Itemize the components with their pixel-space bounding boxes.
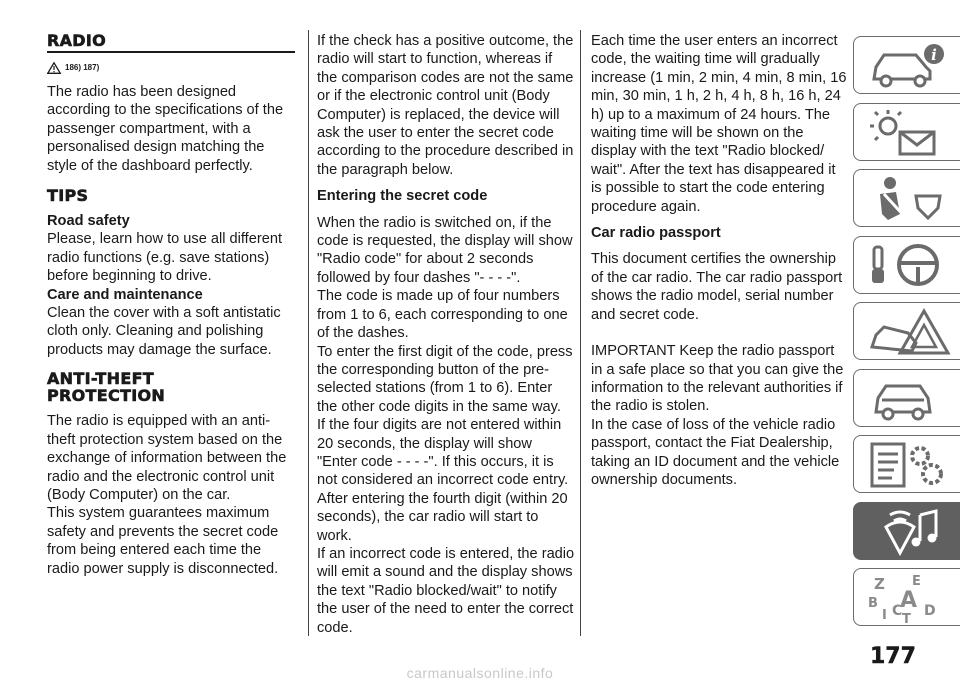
multimedia-icon	[866, 507, 954, 557]
index-letter-2: E	[912, 574, 921, 589]
index-letter-1: Z	[874, 575, 885, 593]
car-info-icon	[866, 41, 954, 91]
radio-intro: The radio has been designed according to the specifications of the passenger compartment, with a personalised design matching the style of the dashboard perfectly.	[47, 84, 284, 174]
svg-text:i: i	[931, 46, 937, 64]
column-2	[317, 32, 575, 637]
tab-technical-data[interactable]	[853, 435, 960, 493]
antitheft-paragraph-1: The radio is equipped with an anti-theft protection system based on the exchange of information between the radio and the electronic control unit (Body Computer) on the car.	[47, 413, 287, 503]
column-divider-1	[308, 30, 309, 636]
antitheft-paragraph-2: This system guarantees maximum safety and prevents the secret code from being entered each time the radio power supply is disconnected.	[47, 505, 279, 577]
index-letter-5: I	[882, 608, 887, 623]
passport-paragraph-1: This document certifies the ownership of the car radio. The car radio passport shows the radio model, serial number and secret code.	[591, 251, 843, 323]
title-underline	[47, 51, 295, 53]
passport-important-paragraph: IMPORTANT Keep the radio passport in a safe place so that you can give the information to the relevant authorities if the radio is stolen.	[591, 343, 844, 415]
section-title-tips: TIPS	[47, 186, 89, 206]
secret-code-paragraph-1: When the radio is switched on, if the code is requested, the display will show "Radio code" for about 2 seconds followed by four dashes "- - - -".	[317, 214, 573, 286]
column-divider-2	[580, 30, 581, 636]
technical-data-icon	[866, 440, 954, 490]
index-letter-8: D	[924, 603, 936, 619]
section-title-radio: RADIO	[47, 31, 107, 50]
index-icon	[866, 573, 954, 623]
care-heading: Care and maintenance	[47, 286, 203, 303]
secret-code-paragraph-6: If an incorrect code is entered, the radio will emit a sound and the display shows the text "Radio blocked/wait" to notify the user of the need to enter the correct code.	[317, 545, 575, 636]
index-letter-6: C	[892, 603, 903, 619]
heading-entering-secret-code: Entering the secret code	[317, 188, 488, 205]
tab-index[interactable]	[853, 568, 960, 626]
tab-starting-driving[interactable]	[853, 236, 960, 294]
tab-emergency[interactable]	[853, 302, 960, 360]
tab-safety[interactable]	[853, 169, 960, 227]
column-3	[591, 32, 847, 489]
antitheft-title-line-1: ANTI-THEFT	[47, 369, 155, 389]
warning-lights-icon	[866, 108, 954, 158]
secret-code-paragraph-3: To enter the first digit of the code, press the corresponding button of the pre-selected stations (from 1 to 6). Enter the other code digits in the same way.	[317, 343, 573, 415]
heading-car-radio-passport: Car radio passport	[591, 225, 721, 242]
warning-reference	[47, 61, 295, 75]
column-1	[47, 32, 295, 578]
warning-triangle-icon	[47, 62, 61, 74]
tab-multimedia[interactable]	[853, 502, 960, 560]
secret-code-paragraph-4: If the four digits are not entered within 20 seconds, the display will show "Enter code - - - -". If this occurs, it is not considered an incorrect code entry.	[317, 417, 569, 489]
maintenance-icon	[866, 374, 954, 424]
index-letter-7: T	[902, 612, 911, 623]
check-outcome-paragraph: If the check has a positive outcome, the radio will start to function, whereas if the comparison codes are not the same or if the electronic control unit (Body Computer) is replaced, the device will ask the user to enter the secret code according to the procedure described in the paragraph below.	[317, 33, 574, 178]
waiting-time-paragraph: Each time the user enters an incorrect code, the waiting time will gradually increase (1 min, 2 min, 4 min, 8 min, 16 min, 30 min, 1 h, 2 h, 4 h, 8 h, 16 h, 24 h) up to a maximum of 24 hours. The waiting time will be shown on the display with the text "Radio blocked/ wait". After the text has disappeared it is possible to start the code entering procedure again.	[591, 33, 847, 215]
index-letter-4: A	[900, 588, 918, 613]
antitheft-title-line-2: PROTECTION	[47, 386, 166, 406]
road-safety-heading: Road safety	[47, 213, 130, 230]
road-safety-text: Please, learn how to use all different radio functions (e.g. save stations) before beginning to drive.	[47, 231, 282, 285]
watermark: carmanualsonline.info	[406, 665, 554, 681]
tab-car-info[interactable]	[853, 36, 960, 94]
safety-icon	[866, 174, 954, 224]
warning-refs: 186) 187)	[65, 62, 100, 72]
index-letter-3: B	[868, 596, 878, 611]
emergency-icon	[866, 307, 954, 357]
secret-code-paragraph-2: The code is made up of four numbers from 1 to 6, each corresponding to one of the dashes.	[317, 288, 568, 342]
passport-loss-paragraph: In the case of loss of the vehicle radio passport, contact the Fiat Dealership, taking an ID document and the vehicle ownership documents.	[591, 416, 840, 488]
care-text: Clean the cover with a soft antistatic cloth only. Cleaning and polishing products may damage the surface.	[47, 305, 281, 358]
chapter-tabs	[853, 36, 960, 635]
starting-driving-icon	[866, 241, 954, 291]
tab-warning-lights[interactable]	[853, 103, 960, 161]
tab-maintenance[interactable]	[853, 369, 960, 427]
page-number: 177	[870, 644, 916, 669]
secret-code-paragraph-5: After entering the fourth digit (within 20 seconds), the car radio will start to work.	[317, 490, 568, 544]
section-title-antitheft	[47, 370, 295, 404]
